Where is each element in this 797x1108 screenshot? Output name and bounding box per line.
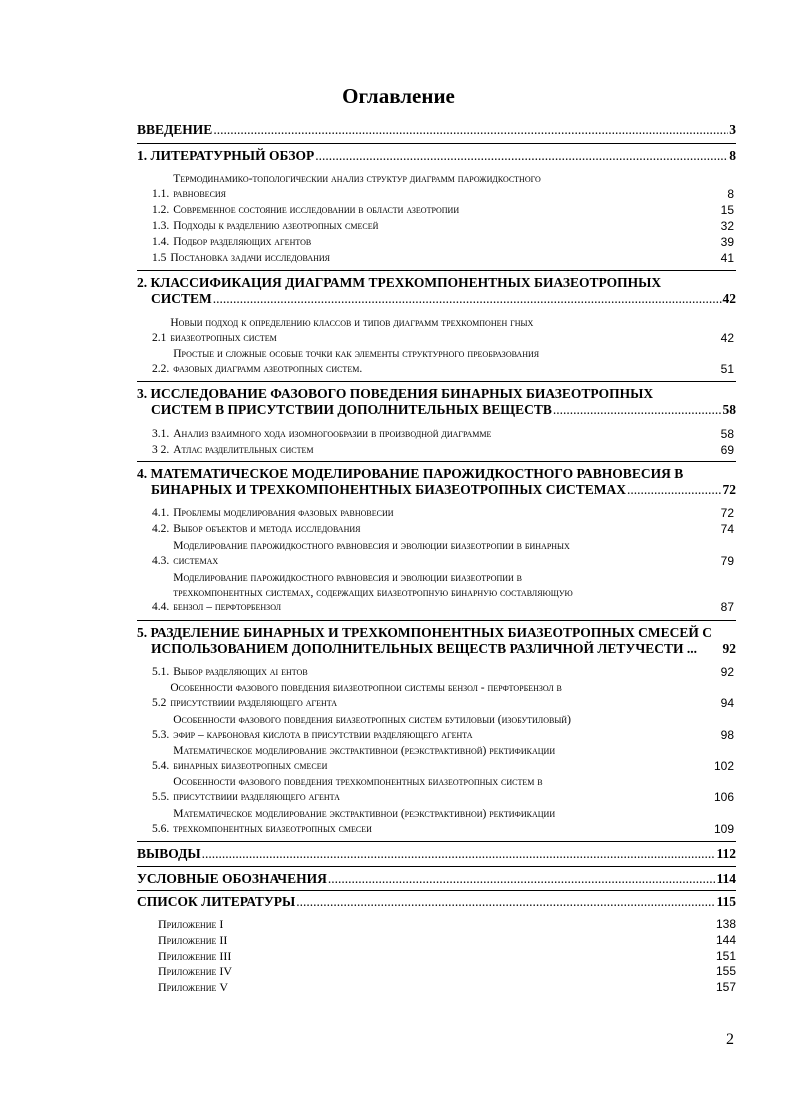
- toc-page: 8: [729, 148, 736, 163]
- toc-sub-5-4: 5.4. Математическое моделирование экстрактивнои (реэкстрактивной) ректификации бинарных биазеотропных смесеи 102: [152, 745, 734, 773]
- toc-appendix-1: Приложение I 138: [158, 917, 736, 931]
- divider: [137, 620, 736, 621]
- toc-chapter-2: 2. КЛАССИФИКАЦИЯ ДИАГРАММ ТРЕХКОМПОНЕНТНЫХ БИАЗЕОТРОПНЫХ СИСТЕМ ..... 42: [137, 275, 736, 307]
- toc-appendix-4: Приложение IV 155: [158, 964, 736, 978]
- page-title: Оглавление: [342, 84, 455, 108]
- toc-appendix-3: Приложение III 151: [158, 949, 736, 963]
- divider: [137, 841, 736, 842]
- toc-sub-5-2: 5.2 Особенности фазового поведения биазеотропнои системы бензол - перфторбензол в присутствиии разделяющего агента 94: [152, 682, 734, 710]
- toc-appendix-2: Приложение II 144: [158, 933, 736, 947]
- toc-sub-2-1: 2.1 Новыи подход к определению классов и типов диаграмм трехкомпонен гных биазеотропных систем 42: [152, 317, 734, 345]
- toc-sub-4-1: 4.1. Проблемы моделирования фазовых равновесии 72: [152, 506, 734, 520]
- divider: [137, 866, 736, 867]
- toc-sub-4-3: 4.3. Моделирование парожидкостного равновесия и эволюции биазеотропии в бинарных системах 79: [152, 540, 734, 568]
- toc-sub-5-1: 5.1. Выбор разделяющих аі ентов 92: [152, 665, 734, 679]
- toc-sub-3-2: 3 2. Атлас разделительных систем 69: [152, 443, 734, 457]
- toc-chapter-4: 4. МАТЕМАТИЧЕСКОЕ МОДЕЛИРОВАНИЕ ПАРОЖИДКОСТНОГО РАВНОВЕСИЯ В БИНАРНЫХ И ТРЕХКОМПОНЕНТНЫХ БИАЗЕОТРОПНЫХ СИСТЕМАХ ..... 72: [137, 466, 736, 498]
- divider: [137, 143, 736, 144]
- toc-chapter-5: 5. РАЗДЕЛЕНИЕ БИНАРНЫХ И ТРЕХКОМПОНЕНТНЫХ БИАЗЕОТРОПНЫХ СМЕСЕЙ С ИСПОЛЬЗОВАНИЕМ ДОПОЛНИТЕЛЬНЫХ ВЕЩЕСТВ РАЗЛИЧНОЙ ЛЕТУЧЕСТИ ... 92: [137, 625, 736, 656]
- toc-entry-intro: [137, 122, 736, 138]
- toc-sub-1-3: 1.3. Подходы к разделению азеотропных смесей 32: [152, 219, 734, 233]
- toc-entry-conclusions: ВЫВОДЫ ..... 112: [137, 846, 736, 862]
- toc-sub-1-1: 1.1. Термодинамико-топологическии анализ структур диаграмм парожидкостного равновесия 8: [152, 173, 734, 201]
- toc-appendix-5: Приложение V 157: [158, 980, 736, 994]
- divider: [137, 890, 736, 891]
- toc-sub-5-3: 5.3. Особенности фазового поведения биазеотропных систем бутиловыи (изобутиловый) эфир – карбоновая кислота в присутствии разделяющего агента 98: [152, 714, 734, 742]
- toc-sub-4-4: 4.4. Моделирование парожидкостного равновесия и эволюции биазеотропии в трехкомпонентных системах, содержащих биазеотропную бинарную составляющую бензол – перфторбензол 87: [152, 572, 734, 614]
- toc-sub-4-2: 4.2. Выбор объектов и метода исследования 74: [152, 522, 734, 536]
- divider: [137, 381, 736, 382]
- toc-label: 1. ЛИТЕРАТУРНЫЙ ОБЗОР: [137, 148, 315, 163]
- divider: [137, 461, 736, 462]
- toc-label: ВВЕДЕНИЕ: [137, 122, 213, 137]
- toc-sub-5-6: 5.6. Математическое моделирование экстрактивнои (реэкстрактивнои) ректификации трехкомпонентных биазеотропных смесеи 109: [152, 808, 734, 836]
- toc-sub-1-2: 1.2. Современное состояние исследовании в области азеотропии 15: [152, 203, 734, 217]
- toc-sub-1-5: 1.5 Постановка задачи исследования 41: [152, 251, 734, 265]
- toc-entry-references: СПИСОК ЛИТЕРАТУРЫ ..... 115: [137, 894, 736, 910]
- toc-sub-5-5: 5.5. Особенности фазового поведения трехкомпонентных биазеотропных систем в присутствиии разделяющего агента 106: [152, 776, 734, 804]
- toc-chapter-3: 3. ИССЛЕДОВАНИЕ ФАЗОВОГО ПОВЕДЕНИЯ БИНАРНЫХ БИАЗЕОТРОПНЫХ СИСТЕМ В ПРИСУТСТВИИ ДОПОЛНИТЕЛЬНЫХ ВЕЩЕСТВ ..... 58: [137, 386, 736, 418]
- toc-sub-3-1: 3.1. Анализ взаимного хода изомногообразии в производной диаграмме 58: [152, 427, 734, 441]
- toc-sub-1-4: 1.4. Подбор разделяющих агентов 39: [152, 235, 734, 249]
- toc-sub-2-2: 2.2. Простые и сложные особые точки как элементы структурного преобразования фазовых диаграмм азеотропных систем. 51: [152, 348, 734, 376]
- divider: [137, 270, 736, 271]
- toc-entry-symbols: УСЛОВНЫЕ ОБОЗНАЧЕНИЯ ..... 114: [137, 871, 736, 887]
- toc-chapter-1: [137, 148, 736, 164]
- toc-page: 3: [729, 122, 736, 137]
- page-number: 2: [726, 1031, 734, 1048]
